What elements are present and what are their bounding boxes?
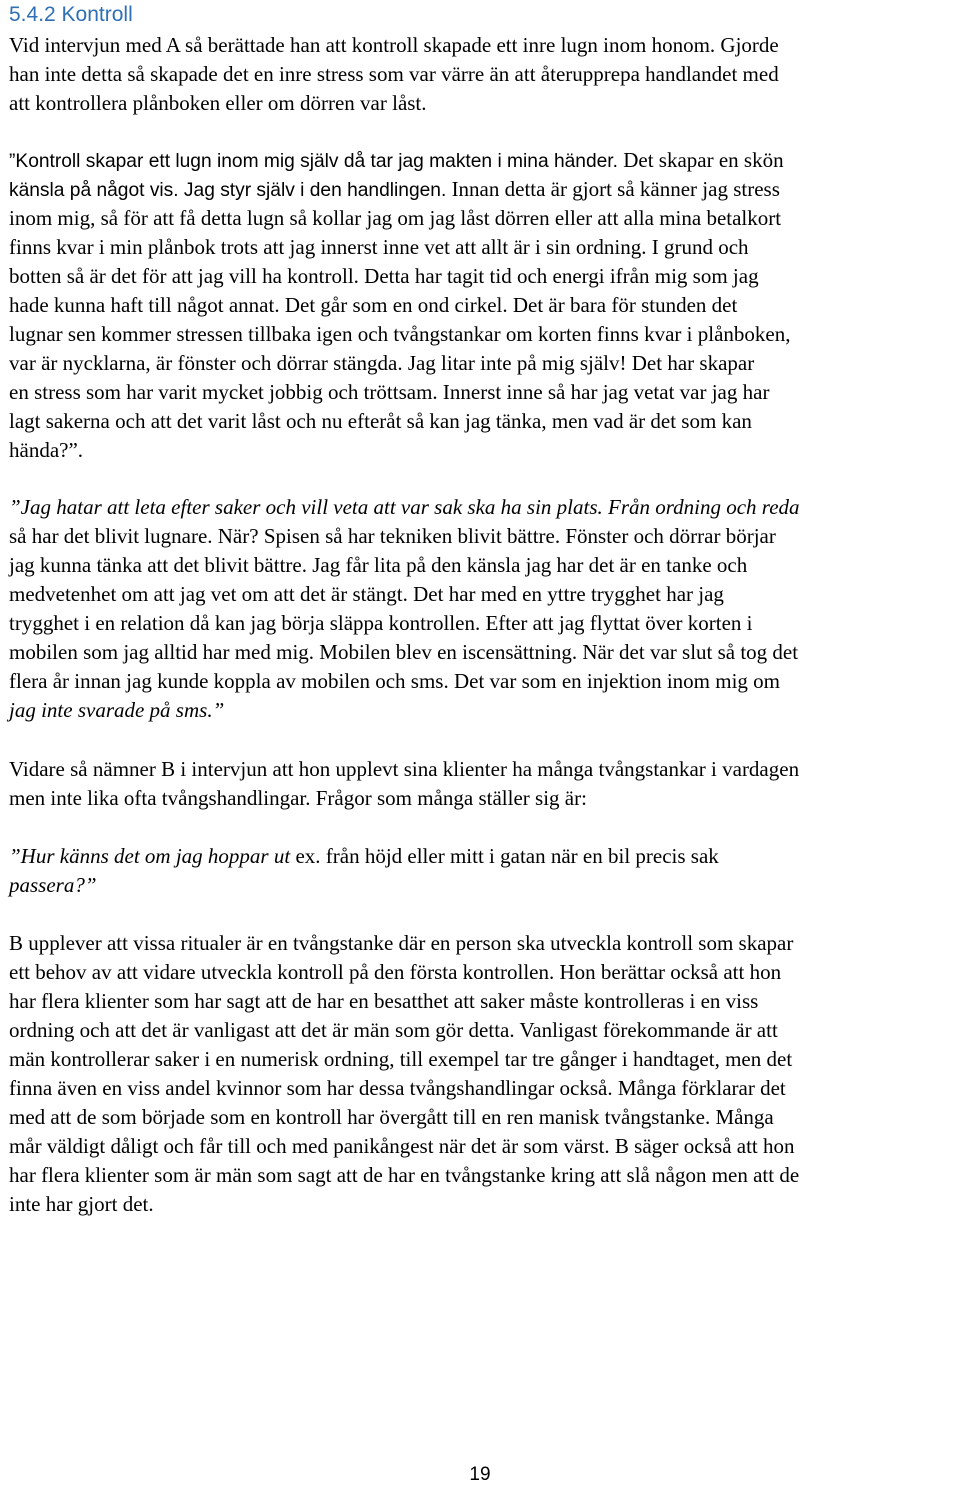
paragraph-intro-b	[9, 755, 953, 813]
text-line: inte har gjort det.	[9, 1192, 154, 1216]
text-line: mår väldigt dåligt och får till och med panikångest när det är som värst. B säger också att hon	[9, 1134, 795, 1158]
text-line: finna även en viss andel kvinnor som har dessa tvångshandlingar också. Många förklarar det	[9, 1076, 786, 1100]
text-line: han inte detta så skapade det en inre stress som var värre än att återupprepa handlandet med	[9, 62, 779, 86]
text-line: jag kunna tänka att det blivit bättre. Jag får lita på den känsla jag har det är en tanke och	[9, 553, 748, 577]
text-line: var är nycklarna, är fönster och dörrar stängda. Jag litar inte på mig själv! Det har skapar	[9, 351, 755, 375]
text-span: Innan detta är gjort så känner jag stress	[446, 177, 780, 201]
text-line: mobilen som jag alltid har med mig. Mobilen blev en iscensättning. När det var slut så tog det	[9, 640, 799, 664]
text-line: Vidare så nämner B i intervjun att hon upplevt sina klienter ha många tvångstankar i vardagen	[9, 757, 800, 781]
text-line: inom mig, så för att få detta lugn så kollar jag om jag låst dörren eller att alla mina betalkort	[9, 206, 782, 230]
text-line: jag inte svarade på sms.”	[9, 698, 225, 722]
text-line: passera?”	[9, 873, 97, 897]
text-line: har flera klienter som har sagt att de har en besatthet att saker måste kontrolleras i en viss	[9, 989, 759, 1013]
text-line: men inte lika ofta tvångshandlingar. Frågor som många ställer sig är:	[9, 786, 587, 810]
text-span: känsla på något vis. Jag styr själv i den handlingen.	[9, 180, 447, 201]
text-line: trygghet i en relation då kan jag börja släppa kontrollen. Efter att jag flyttat över korten i	[9, 611, 753, 635]
text-line: män kontrollerar saker i en numerisk ordning, till exempel tar tre gånger i handtaget, men det	[9, 1047, 793, 1071]
paragraph-b-ritualer	[9, 929, 953, 1219]
text-line: botten så är det för att jag vill ha kontroll. Detta har tagit tid och energi ifrån mig som jag	[9, 264, 759, 288]
text-line: så har det blivit lugnare. När? Spisen så har tekniken blivit bättre. Fönster och dörrar börjar	[9, 524, 776, 548]
text-line: med att de som började som en kontroll har övergått till en ren manisk tvångstanke. Många	[9, 1105, 774, 1129]
text-line: lagt sakerna och att det varit låst och nu efteråt så kan jag tänka, men vad är det som kan	[9, 409, 752, 433]
text-line: att kontrollera plånboken eller om dörren var låst.	[9, 91, 427, 115]
text-span: Det skapar en skön	[617, 148, 784, 172]
text-line: har flera klienter som är män som sagt att de har en tvångstanke kring att slå någon men att de	[9, 1163, 800, 1187]
text-line: ”Jag hatar att leta efter saker och vill veta att var sak ska ha sin plats. Från ordning och reda	[9, 495, 800, 519]
text-span: ”Kontroll skapar ett lugn inom mig själv då tar jag makten i mina händer.	[9, 151, 618, 172]
text-line: ordning och att det är vanligast att det är män som gör detta. Vanligast förekommande är att	[9, 1018, 778, 1042]
text-line: finns kvar i min plånbok trots att jag innerst inne vet att allt är i sin ordning. I grund och	[9, 235, 749, 259]
quote-b-hoppar	[9, 842, 953, 900]
paragraph-intro-a	[9, 31, 953, 118]
text-line: lugnar sen kommer stressen tillbaka igen och tvångstankar om korten finns kvar i plånboken,	[9, 322, 791, 346]
text-span: ”Hur känns det om jag hoppar ut	[9, 844, 291, 868]
page-number: 19	[469, 1464, 491, 1485]
text-line: flera år innan jag kunde koppla av mobilen och sms. Det var som en injektion inom mig om	[9, 669, 781, 693]
quote-a-ordning	[9, 493, 953, 725]
text-line: hända?”.	[9, 438, 84, 462]
text-line: hade kunna haft till något annat. Det går som en ond cirkel. Det är bara för stunden det	[9, 293, 738, 317]
text-span: ex. från höjd eller mitt i gatan när en bil precis sak	[290, 844, 719, 868]
text-line: B upplever att vissa ritualer är en tvångstanke där en person ska utveckla kontroll som skapar	[9, 931, 794, 955]
text-line: Vid intervjun med A så berättade han att kontroll skapade ett inre lugn inom honom. Gjorde	[9, 33, 779, 57]
section-heading: 5.4.2 Kontroll	[9, 3, 133, 26]
text-line: medvetenhet om att jag vet om att det är stängt. Det har med en yttre trygghet har jag	[9, 582, 724, 606]
text-line: ett behov av att vidare utveckla kontroll på den första kontrollen. Hon berättar också att hon	[9, 960, 782, 984]
text-line: en stress som har varit mycket jobbig och tröttsam. Innerst inne så har jag vetat var jag har	[9, 380, 770, 404]
quote-a-kontroll	[9, 146, 953, 465]
